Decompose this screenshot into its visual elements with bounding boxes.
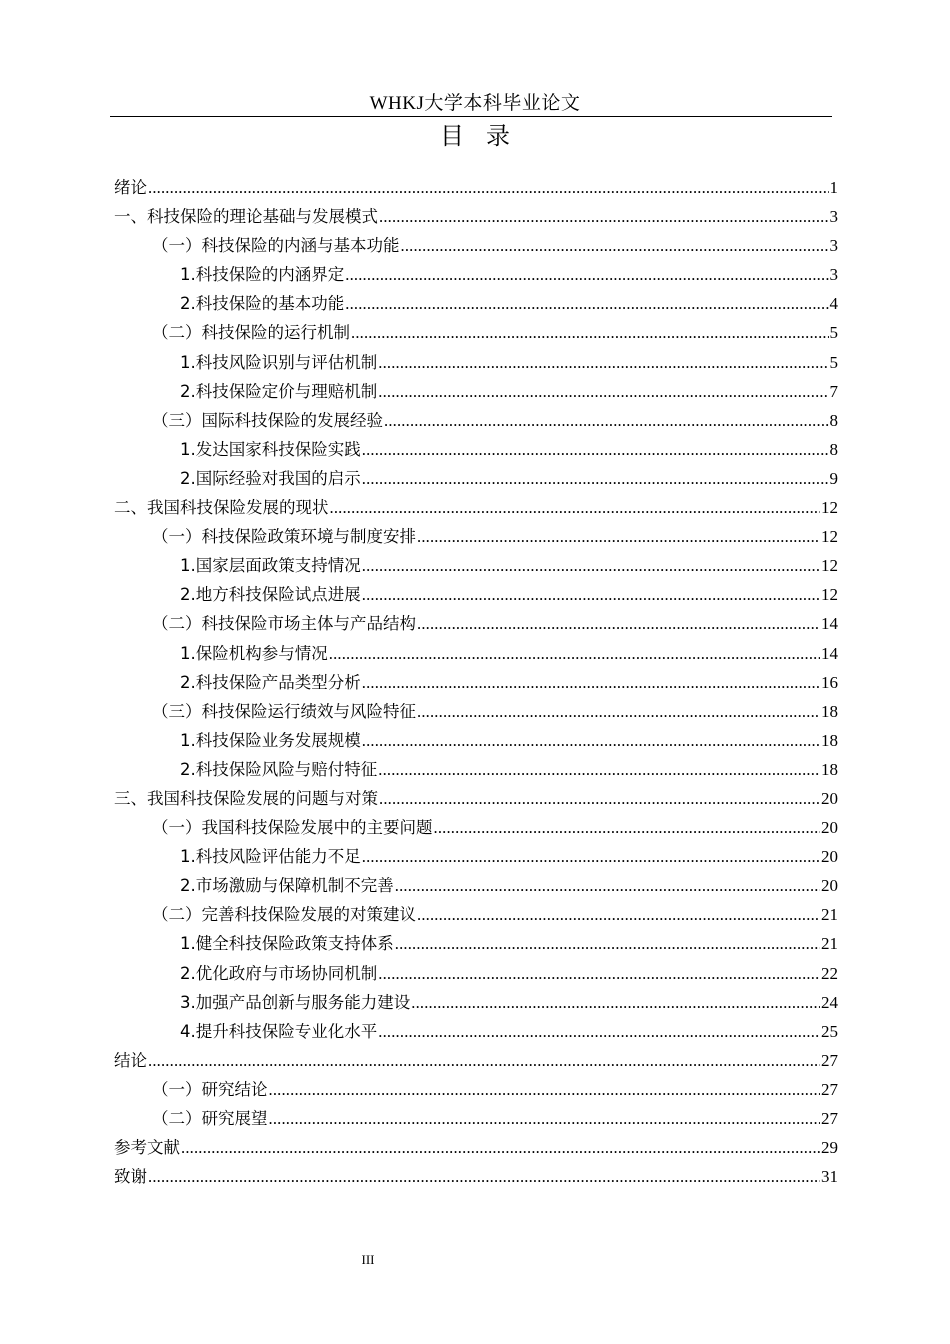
page-header: WHKJ大学本科毕业论文 xyxy=(369,93,581,114)
toc-entry-page: 21 xyxy=(821,934,838,954)
toc-dot-leader xyxy=(351,318,829,347)
toc-dot-leader xyxy=(378,1017,820,1046)
toc-entry-label: 2.优化政府与市场协同机制 xyxy=(180,963,378,983)
toc-entry-page: 22 xyxy=(821,963,838,983)
toc-entry-page: 3 xyxy=(829,265,838,285)
toc-entry[interactable] xyxy=(114,988,838,1017)
toc-entry-label: 2.国际经验对我国的启示 xyxy=(180,468,361,488)
toc-entry-page: 25 xyxy=(821,1021,838,1041)
toc-entry-page: 8 xyxy=(829,439,838,459)
toc-entry-page: 18 xyxy=(821,759,838,779)
toc-entry[interactable] xyxy=(114,202,838,231)
toc-dot-leader xyxy=(345,260,828,289)
toc-entry-page: 5 xyxy=(829,352,838,372)
toc-dot-leader xyxy=(269,1075,821,1104)
toc-entry[interactable] xyxy=(114,406,838,435)
toc-entry-page: 31 xyxy=(821,1167,838,1187)
toc-entry[interactable] xyxy=(114,900,838,929)
toc-entry[interactable] xyxy=(114,231,838,260)
toc-entry-page: 29 xyxy=(821,1138,838,1158)
toc-entry[interactable] xyxy=(114,929,838,958)
toc-entry[interactable] xyxy=(114,435,838,464)
toc-dot-leader xyxy=(417,900,820,929)
toc-entry-page: 1 xyxy=(829,178,838,197)
toc-entry-label: 1.科技保险业务发展规模 xyxy=(180,730,361,750)
toc-entry-page: 12 xyxy=(821,556,838,576)
toc-entry-page: 12 xyxy=(821,585,838,605)
toc-entry[interactable] xyxy=(114,1133,838,1162)
toc-entry-page: 3 xyxy=(829,236,838,256)
toc-dot-leader xyxy=(417,697,820,726)
toc-dot-leader xyxy=(269,1104,821,1133)
toc-dot-leader xyxy=(384,406,829,435)
toc-dot-leader xyxy=(148,173,829,202)
toc-dot-leader xyxy=(329,639,820,668)
toc-entry[interactable] xyxy=(114,551,838,580)
toc-entry[interactable] xyxy=(114,959,838,988)
table-of-contents xyxy=(114,173,838,1191)
toc-entry-page: 20 xyxy=(821,876,838,896)
toc-entry[interactable] xyxy=(114,260,838,289)
toc-entry-label: 1.健全科技保险政策支持体系 xyxy=(180,934,394,954)
toc-dot-leader xyxy=(362,435,829,464)
toc-dot-leader xyxy=(345,289,828,318)
toc-dot-leader xyxy=(378,755,820,784)
toc-dot-leader xyxy=(362,726,820,755)
toc-entry-label: （三）科技保险运行绩效与风险特征 xyxy=(152,701,416,721)
toc-entry-label: 1.国家层面政策支持情况 xyxy=(180,556,361,576)
toc-entry[interactable] xyxy=(114,348,838,377)
toc-entry-page: 9 xyxy=(829,468,838,488)
toc-entry[interactable] xyxy=(114,871,838,900)
toc-entry[interactable] xyxy=(114,784,838,813)
toc-entry[interactable] xyxy=(114,318,838,347)
toc-entry[interactable] xyxy=(114,609,838,638)
toc-entry-page: 14 xyxy=(821,643,838,663)
toc-entry-page: 18 xyxy=(821,730,838,750)
toc-entry-label: 2.科技保险定价与理赔机制 xyxy=(180,381,378,401)
toc-entry-page: 16 xyxy=(821,672,838,692)
toc-entry-page: 27 xyxy=(821,1079,838,1099)
page-number: III xyxy=(361,1252,375,1267)
toc-dot-leader xyxy=(362,551,820,580)
toc-entry[interactable] xyxy=(114,377,838,406)
toc-entry-label: 1.保险机构参与情况 xyxy=(180,643,328,663)
toc-entry[interactable] xyxy=(114,1104,838,1133)
toc-entry-page: 8 xyxy=(829,410,838,430)
toc-dot-leader xyxy=(362,580,820,609)
toc-dot-leader xyxy=(378,377,828,406)
toc-entry-page: 3 xyxy=(829,207,838,227)
toc-dot-leader xyxy=(417,609,820,638)
toc-entry-page: 21 xyxy=(821,905,838,925)
toc-entry-page: 27 xyxy=(821,1050,838,1070)
toc-entry-label: 2.科技保险风险与赔付特征 xyxy=(180,759,378,779)
toc-entry-label: 1.发达国家科技保险实践 xyxy=(180,439,361,459)
toc-dot-leader xyxy=(395,929,820,958)
toc-entry-label: 一、科技保险的理论基础与发展模式 xyxy=(114,207,378,227)
toc-entry[interactable] xyxy=(114,1075,838,1104)
toc-dot-leader xyxy=(395,871,820,900)
toc-entry[interactable] xyxy=(114,1162,838,1191)
toc-entry-page: 20 xyxy=(821,818,838,838)
toc-dot-leader xyxy=(378,959,820,988)
toc-entry-page: 14 xyxy=(821,614,838,634)
header-divider xyxy=(110,116,832,117)
toc-entry-page: 18 xyxy=(821,701,838,721)
toc-entry-label: （二）研究展望 xyxy=(152,1109,268,1128)
toc-entry[interactable] xyxy=(114,522,838,551)
toc-entry[interactable] xyxy=(114,173,838,202)
toc-entry[interactable] xyxy=(114,668,838,697)
toc-dot-leader xyxy=(362,842,820,871)
toc-dot-leader xyxy=(434,813,821,842)
toc-dot-leader xyxy=(411,988,820,1017)
toc-entry[interactable] xyxy=(114,464,838,493)
toc-dot-leader xyxy=(330,493,821,522)
toc-entry-label: （一）科技保险政策环境与制度安排 xyxy=(152,527,416,547)
toc-entry[interactable] xyxy=(114,726,838,755)
toc-entry-label: 1.科技风险识别与评估机制 xyxy=(180,352,378,372)
toc-entry-page: 5 xyxy=(829,323,838,343)
toc-entry[interactable] xyxy=(114,842,838,871)
toc-entry-label: （二）完善科技保险发展的对策建议 xyxy=(152,905,416,925)
toc-entry-label: （一）研究结论 xyxy=(152,1079,268,1099)
toc-dot-leader xyxy=(379,202,829,231)
toc-entry-page: 7 xyxy=(829,381,838,401)
toc-entry-label: 4.提升科技保险专业化水平 xyxy=(180,1021,378,1041)
toc-dot-leader xyxy=(148,1162,820,1191)
toc-dot-leader xyxy=(362,668,820,697)
toc-entry[interactable] xyxy=(114,493,838,522)
toc-entry-label: 2.科技保险的基本功能 xyxy=(180,294,345,314)
toc-entry-page: 20 xyxy=(821,788,838,808)
toc-title: 目录 xyxy=(440,122,532,150)
toc-entry[interactable] xyxy=(114,639,838,668)
toc-dot-leader xyxy=(148,1046,820,1075)
toc-entry-page: 20 xyxy=(821,847,838,867)
toc-entry[interactable] xyxy=(114,755,838,784)
toc-entry-label: 2.地方科技保险试点进展 xyxy=(180,585,361,605)
toc-entry-page: 4 xyxy=(829,294,838,314)
toc-entry-label: 1.科技保险的内涵界定 xyxy=(180,265,345,285)
toc-entry-label: 绪论 xyxy=(114,178,147,197)
toc-entry-label: 三、我国科技保险发展的问题与对策 xyxy=(114,788,378,808)
toc-dot-leader xyxy=(401,231,829,260)
toc-entry-label: （二）科技保险的运行机制 xyxy=(152,323,350,343)
toc-entry-label: 1.科技风险评估能力不足 xyxy=(180,847,361,867)
toc-entry-label: 参考文献 xyxy=(114,1138,180,1158)
toc-dot-leader xyxy=(378,348,828,377)
toc-entry-page: 24 xyxy=(821,992,838,1012)
toc-entry[interactable] xyxy=(114,289,838,318)
toc-entry[interactable] xyxy=(114,813,838,842)
toc-dot-leader xyxy=(181,1133,820,1162)
toc-entry[interactable] xyxy=(114,580,838,609)
toc-entry-label: （一）科技保险的内涵与基本功能 xyxy=(152,236,400,256)
toc-entry[interactable] xyxy=(114,1046,838,1075)
toc-entry-label: 致谢 xyxy=(114,1167,147,1187)
toc-dot-leader xyxy=(379,784,820,813)
toc-entry-label: （三）国际科技保险的发展经验 xyxy=(152,410,383,430)
toc-entry-label: （二）科技保险市场主体与产品结构 xyxy=(152,614,416,634)
toc-entry-label: 2.科技保险产品类型分析 xyxy=(180,672,361,692)
toc-entry-label: 3.加强产品创新与服务能力建设 xyxy=(180,992,411,1012)
toc-entry[interactable] xyxy=(114,697,838,726)
toc-entry-label: 二、我国科技保险发展的现状 xyxy=(114,498,329,518)
toc-dot-leader xyxy=(362,464,829,493)
toc-entry-label: 2.市场激励与保障机制不完善 xyxy=(180,876,394,896)
toc-entry-page: 12 xyxy=(821,527,838,547)
toc-entry[interactable] xyxy=(114,1017,838,1046)
toc-entry-label: 结论 xyxy=(114,1050,147,1070)
toc-entry-page: 12 xyxy=(821,498,838,518)
toc-entry-page: 27 xyxy=(821,1109,838,1128)
toc-dot-leader xyxy=(417,522,820,551)
toc-entry-label: （一）我国科技保险发展中的主要问题 xyxy=(152,818,433,838)
